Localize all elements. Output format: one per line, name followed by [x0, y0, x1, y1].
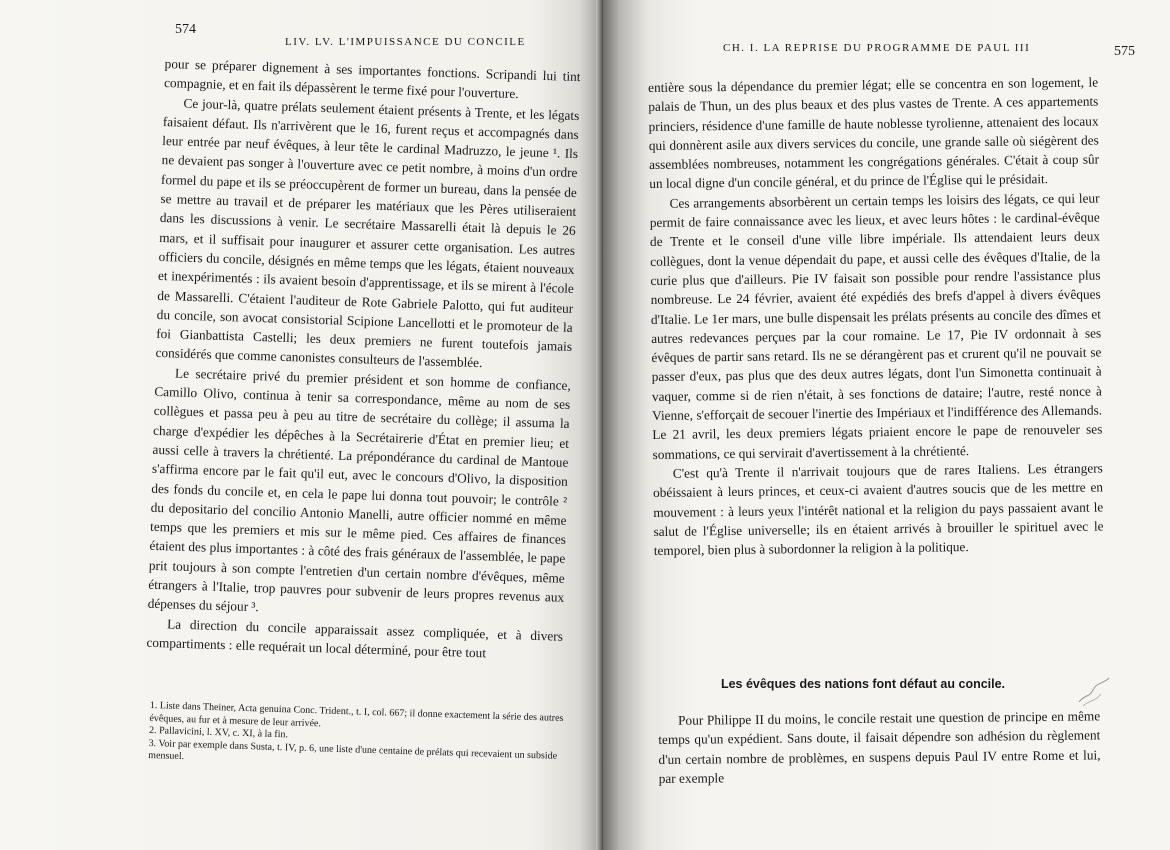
right-section-body: [658, 706, 1101, 788]
right-page-number: 575: [1114, 44, 1135, 59]
right-running-head: CH. I. LA REPRISE DU PROGRAMME DE PAUL III: [723, 42, 1031, 54]
paragraph: Ces arrangements absorbèrent un certain temps les loisirs des légats, ce qui leur permit de faire connaissance avec les lieux, et avec leurs hôtes : le cardinal-évêque de Trente et le conseil d'une ville libre impériale. Ils attendaient leurs deux collègues, dont la venue dépendait du pape, et aussi celle des évêques d'Italie, de la curie plus que d'ailleurs. Pie IV faisait son possible pour rendre l'assistance plus nombreuse. Le 24 février, avaient été expédiés des brefs d'appel à divers évêques d'Italie. Le 1er mars, une bulle dispensait les prélats présents au concile des dîmes et autres redevances perçues par la cour romaine. Le 17, Pie IV ordonnait à ses évêques de partir sans retard. Ils ne se dérangèrent pas et crurent qu'il ne pouvait se passer d'eux, pas plus que des deux autres légats, dont l'un Simonetta continuait à vaquer, comme si de rien n'était, à ses fonctions de dataire; l'autre, resté nonce à Vienne, s'efforçait de secouer l'inertie des Impériaux et l'indifférence des Allemands. Le 21 avril, les deux premiers légats priaient encore le pape de renouveler ses sommations, ce qui servirait d'avertissement à la chrétienté.: [649, 190, 1103, 462]
paragraph: pour se préparer dignement à ses importantes fonctions. Scripandi lui tint compagnie, et en fait ils dépassèrent le terme fixé pour l'ouverture.: [163, 55, 581, 102]
left-page-number: 574: [175, 22, 196, 37]
left-running-head: LIV. LV. L'IMPUISSANCE DU CONCILE: [285, 36, 526, 48]
footnote: 2. Pallavicini, l. XV, c. XI, à la fin.: [148, 724, 289, 741]
left-body-text: [146, 54, 581, 665]
paragraph: Ce jour-là, quatre prélats seulement étaient présents à Trente, et les légats faisaient défaut. Ils n'arrivèrent que le 16, furent reçus et accompagnés dans leur entrée par neuf évêques, à leur tête le cardinal Madruzzo, le jeune ¹. Ils ne devaient pas songer à l'ouverture avec ce petit nombre, à moins d'un ordre formel du pape et ils se préoccupèrent de former un bureau, dans la pensée de se mettre au travail et de préparer les matériaux que les Pères utiliseraient dans les discussions à venir. Le secrétaire Massarelli était là depuis le 26 mars, et il suffisait pour inaugurer et assurer cette organisation. Les autres officiers du concile, désignés en même temps que les légats, étaient nouveaux et inexpérimentés : ils avaient besoin d'apprentissage, et ils se mirent à l'école de Massarelli. C'étaient l'auditeur de Rote Gabriele Palotto, qui fut auditeur du concile, son avocat consistorial Scipione Lancellotti et le promoteur de la foi Gianbattista Castelli; les deux premiers ne furent toutefois jamais considérés que comme canonistes consulteurs de l'assemblée.: [155, 95, 580, 371]
right-body-text: [648, 73, 1104, 561]
footnotes: [148, 700, 570, 776]
paragraph: C'est qu'à Trente il n'arrivait toujours que de rares Italiens. Les étrangers obéissaient à leurs princes, et ceux-ci avaient d'autres soucis que de les mettre en mouvement : à leurs yeux l'intérêt national et la religion du pays passaient avant le salut de l'Église universelle; ils en étaient arrivés à brouiller le spirituel avec le temporel, bien plus à subordonner la religion à la politique.: [652, 460, 1104, 559]
paragraph: La direction du concile apparaissait assez compliquée, et à divers compartiments : elle requérait un local déterminé, pour être tout: [146, 615, 564, 661]
paragraph: entière sous la dépendance du premier légat; elle se concentra en son logement, le palais de Thun, un des plus beaux et des plus vastes de Trente. A ces appartements princiers, résidence d'une famille de haute noblesse tyrolienne, attenaient des locaux qui donnèrent asile aux divers services du concile, une grande salle où siégèrent des assemblées nombreuses, notamment les congrégations générales. C'était à coup sûr un local digne d'un concile général, et du prince de l'Église qui le présidait.: [648, 74, 1100, 192]
right-page: [603, 0, 1170, 850]
footnote: 1. Liste dans Theiner, Acta genuina Conc. Trident., t. I, col. 667; il donne exactement la série des autres évêques, au fur et à mesure de leur arrivée.: [149, 700, 564, 729]
paragraph: Le secrétaire privé du premier président et son homme de confiance, Camillo Olivo, continua à tenir sa correspondance, même au nom de ses collègues et passa peu à peu au titre de secrétaire du collège; il assuma la charge d'expédier les dépêches à la Secrétairerie d'État en premier lieu; et aussi celle à travers la chrétienté. La prépondérance du cardinal de Mantoue s'affirma encore par le fait qu'il eut, avec le concours d'Olivo, la disposition des fonds du concile et, en cela le pape lui donna tout pouvoir; le contrôle ² du depositario del concilio Antonio Manelli, autre officier nommé en même temps que les premiers et mis sur le même pied. Ces affaires de finances étaient des plus importantes : à côté des frais généraux de l'assemblée, le pape prit toujours à son compte l'entretien d'un certain nombre d'évêques, même étrangers à l'Italie, trop pauvres pour subvenir de leurs propres revenus aux dépenses du séjour ³.: [147, 365, 572, 615]
footnote: 3. Voir par exemple dans Susta, t. IV, p. 6, une liste d'une centaine de prélats qui recevaient un subside mensuel.: [148, 737, 558, 763]
section-title: Les évêques des nations font défaut au concile.: [720, 677, 1006, 691]
paragraph: Pour Philippe II du moins, le concile restait une question de principe en même temps qu'un expédient. Sans doute, il faisait dépendre son adhésion du règlement d'un certain nombre de problèmes, en suspens depuis Paul IV entre Rome et lui, par exemple: [658, 708, 1101, 786]
